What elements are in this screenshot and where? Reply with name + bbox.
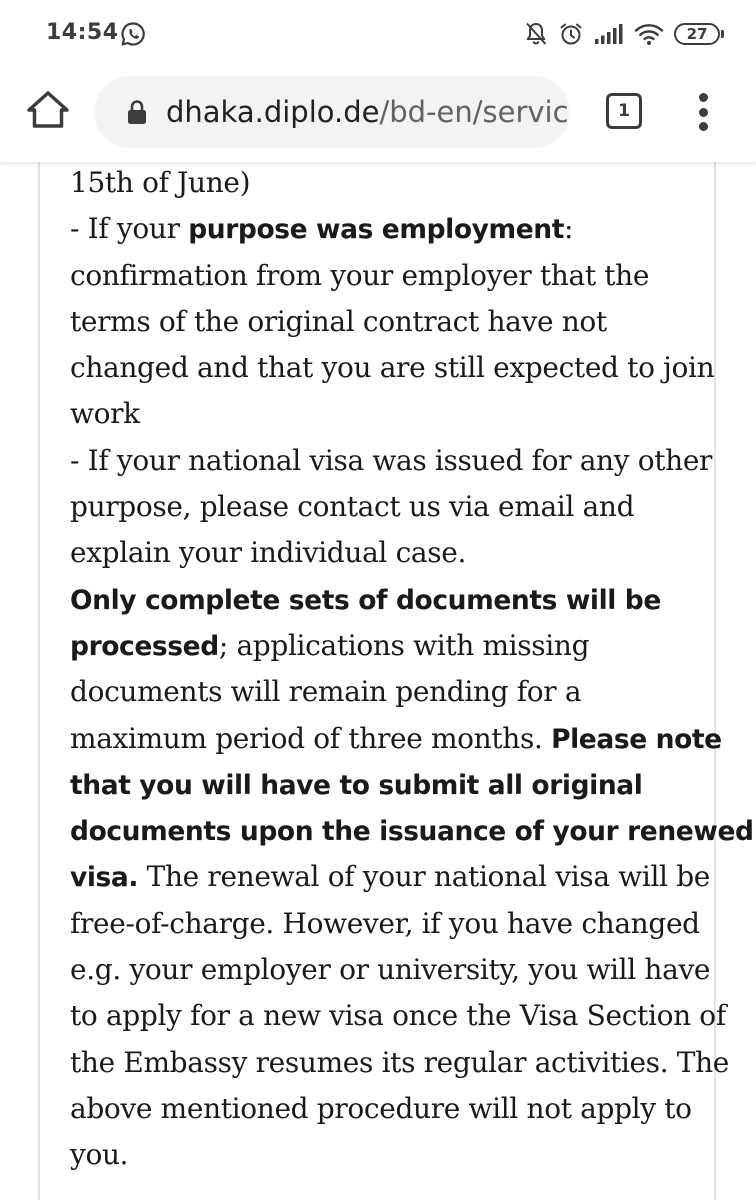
tab-switcher-button[interactable] [606,93,642,129]
article-text [70,160,754,1179]
status-icons [524,18,720,50]
text-run: 15th of June) [70,166,251,199]
text-run: e.g. your employer or university, you will have [70,953,711,987]
text-run: above mentioned procedure will not apply to [70,1091,692,1125]
url-bar[interactable] [94,76,570,148]
article-line [70,438,713,484]
bold-text: that you will have to submit all original [70,769,643,801]
menu-dot [699,93,708,102]
text-run: purpose, please contact us via email and [70,490,635,524]
article-line [70,762,710,808]
menu-dot [699,122,708,131]
signal-icon [594,23,624,45]
text-run: maximum period of three months. [70,721,552,755]
text-run: to apply for a new visa once the Visa Section of [70,999,726,1033]
article-line [70,253,710,299]
text-run: documents will remain pending for a [70,675,582,709]
article-line [70,808,754,854]
menu-dot [699,108,708,117]
article-line [70,1040,730,1086]
text-run: The renewal of your national visa will be [138,860,710,894]
url-text [166,95,569,129]
article-line [70,669,710,715]
article-line [70,530,710,576]
text-run: terms of the original contract have not [70,304,607,338]
article-line [70,854,710,900]
alarm-icon [558,21,584,47]
text-run: confirmation from your employer that the [70,258,650,292]
bold-text: visa. [70,862,139,894]
bold-text: documents upon the issuance of your renewed [70,816,754,848]
text-run: explain your individual case. [70,536,467,570]
wifi-icon [634,22,664,46]
article-line [70,391,710,437]
text-run: changed and that you are still expected to join [70,351,715,385]
article-line [70,206,710,252]
text-run: the Embassy resumes its regular activities. The [70,1045,730,1079]
article-line [70,577,710,623]
article-line [70,716,722,762]
article-line [70,901,710,947]
article-line [70,993,726,1039]
home-icon [26,90,70,134]
article-line [70,1132,710,1178]
article-line [70,345,715,391]
bell-off-icon [524,21,548,47]
status-time: 14:54 [46,20,119,45]
bold-text: purpose was employment [188,214,565,246]
article-line [70,160,710,206]
text-run: - If your [70,212,189,246]
text-run: work [70,397,140,431]
bold-text: Only complete sets of documents will be [70,584,661,616]
article-line [70,484,710,530]
battery-icon: 27 [674,23,720,45]
bold-text: processed [70,630,219,662]
text-run: : [564,212,574,246]
text-run: - If your national visa was issued for any other [70,443,713,477]
whatsapp-icon [120,21,146,47]
home-button[interactable] [22,86,74,138]
text-run: you. [70,1138,129,1172]
url-path: /bd-en/servic [379,95,569,129]
more-vert-icon[interactable] [686,90,720,134]
lock-icon [126,99,148,125]
text-run: free-of-charge. However, if you have changed [70,906,700,940]
article-line [70,1086,710,1132]
text-run: ; applications with missing [218,628,590,662]
status-bar [0,0,756,66]
url-domain: dhaka.diplo.de [166,95,380,129]
browser-toolbar [0,66,756,162]
article-line [70,623,710,669]
article-line [70,299,710,345]
bold-text: Please note [551,723,722,755]
tab-count: 1 [618,101,630,121]
article-line [70,947,710,993]
